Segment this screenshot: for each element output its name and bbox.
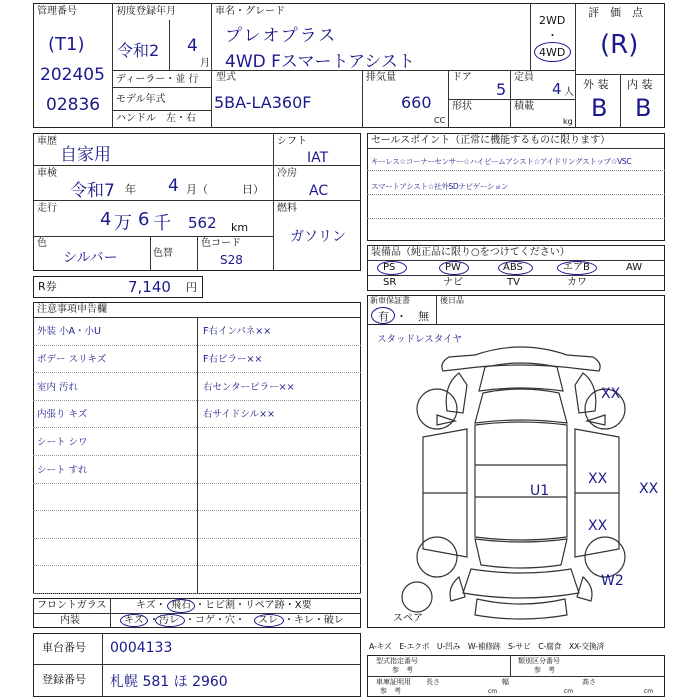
note-left-6: シート すれ xyxy=(37,465,88,476)
warranty-no: 無 xyxy=(418,310,429,323)
r-label: R券 xyxy=(38,280,57,293)
front-circled-oval xyxy=(167,599,195,613)
mileage-rest: 562 xyxy=(188,214,217,232)
score-label: 評 価 点 xyxy=(588,6,643,19)
inspection-era: 令和7 xyxy=(70,181,115,201)
note-right-4: 右サイドシル×× xyxy=(203,409,276,420)
note-right-3: 右センターピラー×× xyxy=(203,382,295,393)
reg-label: 登録番号 xyxy=(42,673,86,686)
notes-rule xyxy=(33,372,361,373)
divider xyxy=(530,3,531,70)
int-k1: キズ xyxy=(124,615,144,626)
front-pre: キズ・ xyxy=(136,600,166,611)
equip-airbag-circle xyxy=(557,261,597,275)
divider xyxy=(367,148,665,149)
divider xyxy=(362,70,363,128)
ruibetsu-sanko: 参 考 xyxy=(534,666,555,674)
sen-unit: 千 xyxy=(153,213,171,234)
equip-ps: PS xyxy=(383,262,396,273)
int-post: ・キレ・破レ xyxy=(284,615,344,626)
divider xyxy=(197,236,198,271)
equip-pw: PW xyxy=(445,262,461,273)
notes-rule xyxy=(33,538,361,539)
katashiki-value: 5BA-LA360F xyxy=(214,93,312,112)
interior-cond-label: 内装 xyxy=(60,615,80,626)
model-grade: 4WD Fスマートアシスト xyxy=(225,52,415,72)
month-unit: 月 xyxy=(200,58,210,69)
int-sep1: ・ xyxy=(149,615,159,626)
interior-label: 内 装 xyxy=(627,78,653,91)
history-label: 車歴 xyxy=(37,136,57,147)
notes-rule xyxy=(33,427,361,428)
mileage-label: 走行 xyxy=(37,203,57,214)
divider xyxy=(367,218,665,219)
drive-dot: ・ xyxy=(547,29,558,42)
warranty-frame xyxy=(367,295,665,325)
exterior-grade: B xyxy=(591,94,608,122)
height-label: 高さ xyxy=(582,678,596,686)
equip-abs: ABS xyxy=(503,262,523,273)
int-k2-oval xyxy=(155,614,185,627)
equipment-label: 装備品（純正品に限り○をつけてください） xyxy=(371,247,570,258)
r-ticket-box xyxy=(33,276,203,298)
sales-line-2: スマートアシスト☆社外SDナビゲーション xyxy=(371,182,509,191)
int-k3: スレ xyxy=(258,615,278,626)
legend-text: A-キズ E-エクボ U-凹み W-補修跡 S-サビ C-腐食 XX-交換済 xyxy=(369,642,605,651)
first-reg-era: 令和2 xyxy=(117,41,160,60)
load-label: 積載 xyxy=(514,101,534,112)
door-label: ドア xyxy=(452,72,472,83)
int-k2: 汚レ xyxy=(159,615,179,626)
divider xyxy=(150,236,151,271)
divider xyxy=(273,200,361,201)
divider xyxy=(448,99,575,100)
notes-rule xyxy=(33,593,361,594)
length-cm: cm xyxy=(488,688,498,695)
mark-xx-2: XX xyxy=(588,471,608,487)
divider xyxy=(33,165,273,166)
equip-airbag: エアB xyxy=(563,262,590,273)
notes-rule xyxy=(33,510,361,511)
cc-label: CC xyxy=(434,116,446,125)
shift-value: IAT xyxy=(307,150,329,166)
studless-note: スタッドレスタイヤ xyxy=(377,334,463,345)
width-cm: cm xyxy=(564,688,574,695)
sales-line-1: キーレス☆コーナーセンサー☆ハイビームアシスト☆アイドリングストップ☆VSC xyxy=(371,157,632,166)
notes-rule xyxy=(33,565,361,566)
kanri-num2: 02836 xyxy=(46,95,101,115)
warranty-label: 新車保証書 xyxy=(370,296,410,305)
front-circled: 飛石 xyxy=(171,600,191,611)
cert-label: 車庫証明用 xyxy=(376,678,411,686)
drive-2wd: 2WD xyxy=(539,14,566,27)
interior-grade: B xyxy=(635,94,652,122)
km-unit: km xyxy=(231,221,249,234)
chassis-label: 車台番号 xyxy=(42,641,86,654)
notes-label: 注意事項申告欄 xyxy=(37,304,107,315)
divider xyxy=(367,676,665,677)
model-label: 車名・グレード xyxy=(215,6,285,17)
chassis-value: 0004133 xyxy=(110,640,173,656)
divider xyxy=(510,655,511,676)
color-label: 色 xyxy=(37,238,47,249)
first-reg-month: 4 xyxy=(187,36,198,56)
ruibetsu-label: 類別区分番号 xyxy=(518,657,560,665)
equip-pw-circle xyxy=(439,261,469,275)
divider xyxy=(110,598,111,628)
mark-w2: W2 xyxy=(601,573,624,589)
mark-u1: U1 xyxy=(530,483,550,499)
inspection-day-unit: 日） xyxy=(242,183,264,196)
note-left-1: 外装 小A・小U xyxy=(37,326,101,337)
divider xyxy=(367,275,665,276)
shape-label: 形状 xyxy=(452,101,472,112)
warranty-yes-circle xyxy=(371,307,395,324)
displacement-label: 排気量 xyxy=(366,72,396,83)
kata-label: 型式指定番号 xyxy=(376,657,418,665)
ac-label: 冷房 xyxy=(277,168,297,179)
width-label: 幅 xyxy=(502,678,509,686)
divider xyxy=(211,3,212,128)
spare-label: スペア xyxy=(393,613,423,624)
equip-sr: SR xyxy=(383,277,397,288)
divider xyxy=(112,87,211,88)
divider xyxy=(436,295,437,325)
divider xyxy=(33,200,273,201)
notes-rule xyxy=(33,483,361,484)
displacement-value: 660 xyxy=(401,93,432,112)
int-k3-oval xyxy=(254,614,284,627)
r-value: 7,140 xyxy=(128,278,171,296)
kanri-code: (T1) xyxy=(48,34,85,55)
man-unit: 万 xyxy=(114,213,132,234)
int-k1-oval xyxy=(120,614,148,627)
note-left-4: 内張り キズ xyxy=(37,409,88,420)
warranty-dot: ・ xyxy=(396,310,407,323)
note-left-3: 室内 汚れ xyxy=(37,382,79,393)
int-mid: ・コゲ・穴・ xyxy=(185,615,245,626)
equip-navi: ナビ xyxy=(443,277,463,288)
inspection-label: 車検 xyxy=(37,168,57,179)
history-value: 自家用 xyxy=(60,145,111,165)
year-unit: 年 xyxy=(125,183,136,196)
ac-value: AC xyxy=(309,183,329,199)
mark-xx-3: XX xyxy=(639,481,659,497)
notes-rule xyxy=(33,400,361,401)
shift-label: シフト xyxy=(277,136,307,147)
note-right-1: F右インパネ×× xyxy=(203,326,272,337)
equip-ps-circle xyxy=(377,261,407,275)
divider xyxy=(169,20,170,70)
sales-label: セールスポイント（正常に機能するものに限ります） xyxy=(371,135,611,146)
notes-rule xyxy=(33,345,361,346)
front-post: ・ヒビ割・リペア跡・X要 xyxy=(195,600,312,611)
notes-rule xyxy=(33,455,361,456)
model-year-label: モデル年式 xyxy=(116,94,166,105)
color-value: シルバー xyxy=(63,250,118,266)
equip-abs-circle xyxy=(498,261,533,275)
drive-4wd: 4WD xyxy=(539,46,566,59)
mileage-man: 4 xyxy=(100,209,112,230)
height-cm: cm xyxy=(644,688,654,695)
reg-value: 札幌 581 ほ 2960 xyxy=(110,674,228,690)
r-unit: 円 xyxy=(186,281,197,294)
note-left-2: ボデー スリキズ xyxy=(37,354,107,365)
katashiki-label: 型式 xyxy=(216,72,236,83)
divider xyxy=(102,633,103,697)
front-glass-label: フロントガラス xyxy=(37,600,107,611)
divider xyxy=(33,236,273,237)
divider xyxy=(620,74,621,128)
fuel-label: 燃料 xyxy=(277,203,297,214)
divider xyxy=(273,133,274,271)
divider xyxy=(575,3,576,128)
fuel-value: ガソリン xyxy=(290,229,346,245)
divider xyxy=(367,194,665,195)
divider xyxy=(33,613,361,614)
capacity-value: 4 xyxy=(552,80,562,98)
equip-leather: カワ xyxy=(567,277,587,288)
model-name: プレオプラス xyxy=(225,26,338,46)
note-left-5: シート シワ xyxy=(37,437,88,448)
handle-label: ハンドル 左・右 xyxy=(116,113,196,124)
color-code-value: S28 xyxy=(220,253,243,267)
cert-sanko: 参 考 xyxy=(380,687,401,695)
length-label: 長さ xyxy=(426,678,440,686)
dealer-label: ディーラー・並 行 xyxy=(116,74,199,85)
kanri-num1: 202405 xyxy=(40,65,105,85)
drive-4wd-circle xyxy=(534,42,571,62)
door-value: 5 xyxy=(496,80,507,99)
inspection-month-unit: 月（ xyxy=(186,183,208,196)
score-value: (R) xyxy=(600,30,639,60)
later-label: 後日品 xyxy=(440,296,464,305)
inspection-month: 4 xyxy=(168,176,179,196)
note-right-2: F右ピラー×× xyxy=(203,354,263,365)
divider xyxy=(33,664,361,665)
capacity-unit: 人 xyxy=(564,87,574,98)
mark-xx-4: XX xyxy=(588,518,608,534)
equip-tv: TV xyxy=(507,277,520,288)
first-reg-label: 初度登録年月 xyxy=(116,6,176,17)
mileage-sen: 6 xyxy=(138,209,150,230)
kanri-label: 管理番号 xyxy=(37,6,77,17)
divider xyxy=(112,110,211,111)
exterior-label: 外 装 xyxy=(583,78,609,91)
color-code-label: 色コード xyxy=(201,238,241,249)
color-change-label: 色替 xyxy=(153,248,173,259)
kg-label: kg xyxy=(563,117,573,126)
equip-aw: AW xyxy=(626,262,643,273)
mark-xx-1: XX xyxy=(601,386,621,402)
warranty-yes: 有 xyxy=(378,310,389,323)
capacity-label: 定員 xyxy=(514,72,534,83)
kata-sanko: 参 考 xyxy=(392,666,413,674)
divider xyxy=(367,170,665,171)
